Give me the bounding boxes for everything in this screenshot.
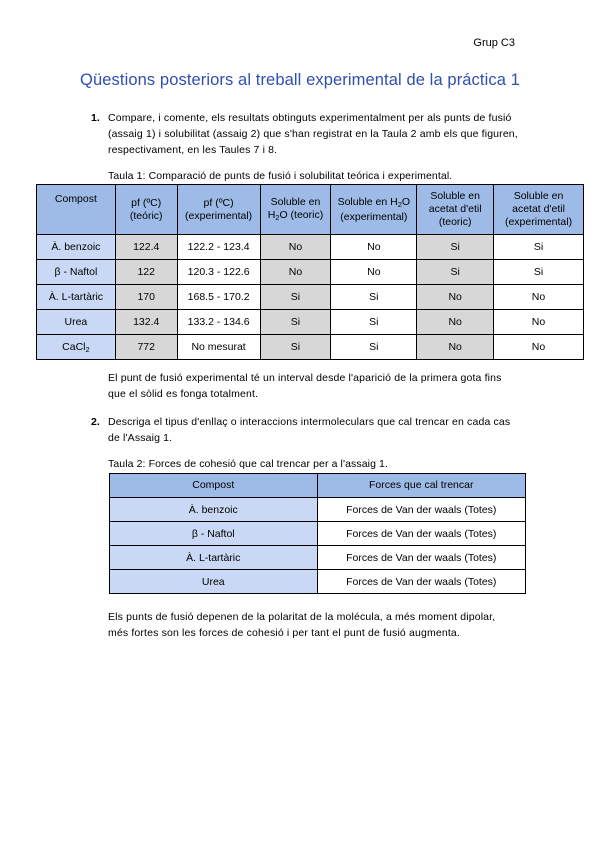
pf-teoric-cell: 122.4 bbox=[115, 235, 177, 260]
forces-cell: Forces de Van der waals (Totes) bbox=[317, 498, 526, 522]
pf-teoric-cell: 132.4 bbox=[115, 310, 177, 335]
forces-cell: Forces de Van der waals (Totes) bbox=[317, 546, 526, 570]
note-line: El punt de fusió experimental té un interval desde l'aparició de la primera gota fins bbox=[108, 372, 502, 384]
h2o-teoric-cell: Si bbox=[260, 285, 331, 310]
h2o-experimental-cell: Si bbox=[331, 310, 417, 335]
h2o-teoric-cell: Si bbox=[260, 335, 331, 360]
h2o-experimental-cell: Si bbox=[331, 335, 417, 360]
note-paragraph bbox=[108, 370, 502, 402]
acetat-experimental-cell: Si bbox=[494, 260, 584, 285]
compost-cell: CaCl$_2$ bbox=[37, 335, 116, 360]
acetat-experimental-cell: No bbox=[494, 310, 584, 335]
acetat-experimental-cell: Si bbox=[494, 235, 584, 260]
question-1-line: Compare, i comente, els resultats obtinguts experimentalment per als punts de fusió bbox=[108, 112, 512, 124]
table-1-caption: Taula 1: Comparació de punts de fusió i solubilitat teórica i experimental. bbox=[108, 170, 453, 182]
table-row bbox=[37, 285, 584, 310]
acetat-teoric-cell: No bbox=[417, 335, 494, 360]
h2o-experimental-cell: No bbox=[331, 235, 417, 260]
table-row bbox=[37, 310, 584, 335]
h2o-teoric-cell: No bbox=[260, 260, 331, 285]
table-row bbox=[110, 546, 526, 570]
header-soluble-acetat-experimental: Soluble en acetat d'etil (experimental) bbox=[494, 185, 584, 235]
pf-teoric-cell: 772 bbox=[115, 335, 177, 360]
header-pf-experimental: pf (ºC) (experimental) bbox=[177, 185, 260, 235]
compost-cell: À. L-tartàric bbox=[110, 546, 318, 570]
pf-experimental-cell: No mesurat bbox=[177, 335, 260, 360]
group-label: Grup C3 bbox=[473, 37, 515, 49]
header-soluble-acetat-teoric: Soluble en acetat d'etil (teoric) bbox=[417, 185, 494, 235]
pf-teoric-cell: 170 bbox=[115, 285, 177, 310]
question-1-text bbox=[108, 110, 518, 158]
question-1-line: (assaig 1) i solubilitat (assaig 2) que s'han registrat en la Taula 2 amb els que figuren, bbox=[108, 128, 518, 140]
table-1 bbox=[36, 184, 584, 360]
pf-experimental-cell: 120.3 - 122.6 bbox=[177, 260, 260, 285]
acetat-teoric-cell: No bbox=[417, 310, 494, 335]
table-row bbox=[110, 498, 526, 522]
table-row bbox=[37, 260, 584, 285]
acetat-teoric-cell: Si bbox=[417, 260, 494, 285]
acetat-teoric-cell: No bbox=[417, 285, 494, 310]
acetat-teoric-cell: Si bbox=[417, 235, 494, 260]
table-1-header-row bbox=[37, 185, 584, 235]
compost-cell: À. L-tartàric bbox=[37, 285, 116, 310]
question-1-line: respectivament, en les Taules 7 i 8. bbox=[108, 144, 278, 156]
compost-cell: À. benzoic bbox=[110, 498, 318, 522]
acetat-experimental-cell: No bbox=[494, 335, 584, 360]
question-2-line: Descriga el tipus d'enllaç o interaccions intermoleculars que cal trencar en cada cas bbox=[108, 416, 511, 428]
h2o-teoric-cell: Si bbox=[260, 310, 331, 335]
compost-cell: β - Naftol bbox=[37, 260, 116, 285]
forces-cell: Forces de Van der waals (Totes) bbox=[317, 522, 526, 546]
table-2-header-row bbox=[110, 474, 526, 498]
conclusion-line: Els punts de fusió depenen de la polaritat de la molécula, a més moment dipolar, bbox=[108, 611, 496, 623]
compost-cell: β - Naftol bbox=[110, 522, 318, 546]
header-soluble-h2o-experimental: Soluble en $H_2O$ (experimental) bbox=[331, 185, 417, 235]
pf-experimental-cell: 133.2 - 134.6 bbox=[177, 310, 260, 335]
table-row bbox=[37, 235, 584, 260]
compost-cell: Urea bbox=[37, 310, 116, 335]
header-compost: Compost bbox=[37, 185, 116, 235]
header-compost: Compost bbox=[110, 474, 318, 498]
table-row bbox=[110, 522, 526, 546]
conclusion-paragraph bbox=[108, 609, 495, 641]
header-pf-teoric: pf (ºC) (teóric) bbox=[115, 185, 177, 235]
question-2-line: de l'Assaig 1. bbox=[108, 432, 173, 444]
header-forces: Forces que cal trencar bbox=[317, 474, 526, 498]
compost-cell: Urea bbox=[110, 570, 318, 594]
note-line: que el sòlid es fonga totalment. bbox=[108, 388, 259, 400]
table-2 bbox=[109, 473, 526, 594]
h2o-experimental-cell: Si bbox=[331, 285, 417, 310]
table-2-caption: Taula 2: Forces de cohesió que cal trencar per a l'assaig 1. bbox=[108, 458, 388, 470]
pf-teoric-cell: 122 bbox=[115, 260, 177, 285]
conclusion-line: més fortes son les forces de cohesió i per tant el punt de fusió augmenta. bbox=[108, 627, 460, 639]
pf-experimental-cell: 168.5 - 170.2 bbox=[177, 285, 260, 310]
question-1-number: 1. bbox=[91, 112, 100, 124]
table-row bbox=[37, 335, 584, 360]
question-2-text bbox=[108, 414, 510, 446]
question-2-number: 2. bbox=[91, 416, 100, 428]
page-title: Qüestions posteriors al treball experimental de la práctica 1 bbox=[80, 71, 520, 89]
compost-cell: À. benzoic bbox=[37, 235, 116, 260]
h2o-experimental-cell: No bbox=[331, 260, 417, 285]
acetat-experimental-cell: No bbox=[494, 285, 584, 310]
pf-experimental-cell: 122.2 - 123.4 bbox=[177, 235, 260, 260]
table-row bbox=[110, 570, 526, 594]
h2o-teoric-cell: No bbox=[260, 235, 331, 260]
forces-cell: Forces de Van der waals (Totes) bbox=[317, 570, 526, 594]
header-soluble-h2o-teoric: Soluble en $H_2O$ (teoric) bbox=[260, 185, 331, 235]
